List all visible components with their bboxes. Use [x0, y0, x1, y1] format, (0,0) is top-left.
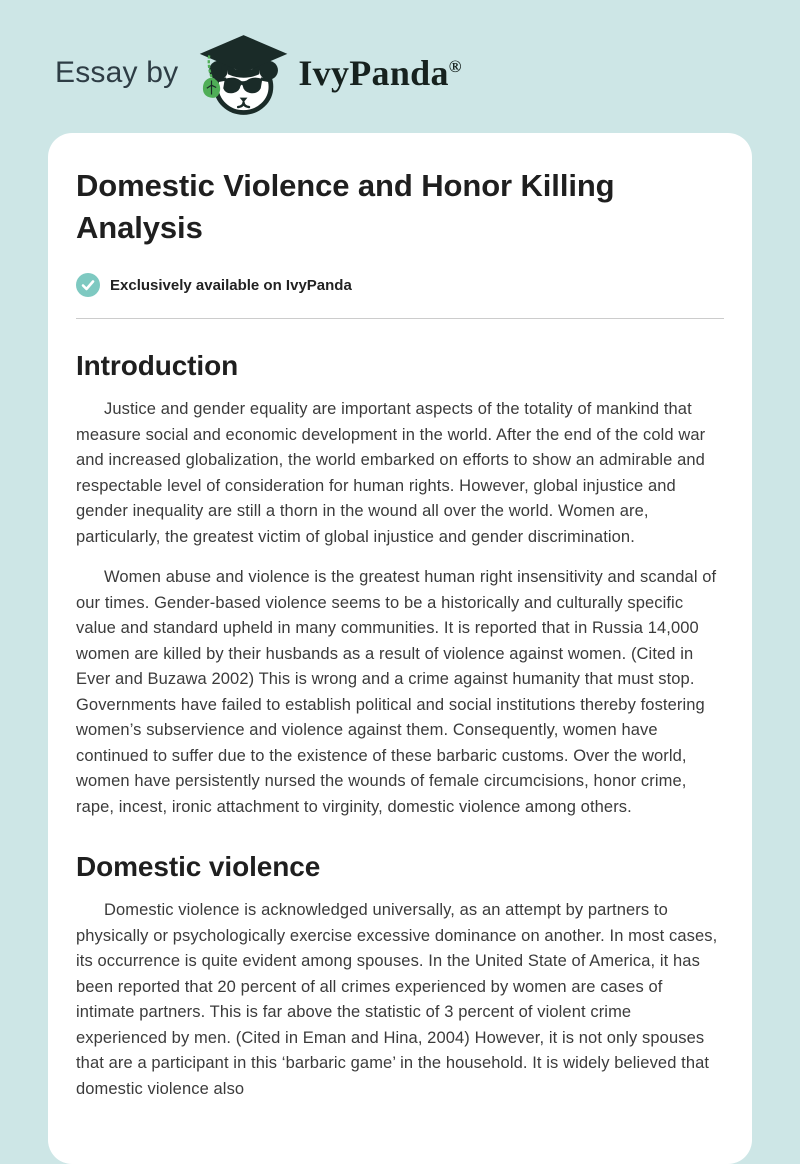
section-heading-domestic-violence: Domestic violence [76, 851, 321, 882]
page-title: Domestic Violence and Honor Killing Analysis [76, 168, 615, 245]
section-heading-introduction: Introduction [76, 350, 239, 381]
essay-by-label: Essay by [55, 56, 179, 89]
exclusive-badge [76, 273, 724, 297]
divider [76, 318, 724, 319]
site-header [0, 0, 800, 110]
check-icon [76, 273, 100, 297]
paragraph: Women abuse and violence is the greatest human right insensitivity and scandal of our times. Gender-based violence seems to be a historically and culturally specific value and standard upheld in many communities. It is reported that in Russia 14,000 women are killed by their husbands as a result of violence against women. (Cited in Ever and Buzawa 2002) This is wrong and a crime against humanity that must stop. Governments have failed to establish political and social institutions thereby fostering women’s subservience and violence against them. Consequently, women have continued to suffer due to the existence of these barbaric customs. Over the world, women have persistently nursed the wounds of female circumcisions, honor crime, rape, incest, ironic attachment to virginity, domestic violence among others. [76, 568, 717, 816]
paragraph: Justice and gender equality are important aspects of the totality of mankind that measure social and economic development in the world. After the end of the cold war and increased globalization, the world embarked on efforts to show an admirable and respectable level of consideration for human rights. However, global injustice and gender inequality are still a thorn in the wound all over the world. Women are, particularly, the greatest victim of global injustice and gender discrimination. [76, 400, 706, 546]
registered-mark: ® [448, 57, 462, 76]
badge-label: Exclusively available on IvyPanda [110, 276, 352, 294]
brand-name: IvyPanda [298, 53, 449, 93]
essay-card [48, 133, 752, 1164]
paragraph: Domestic violence is acknowledged universally, as an attempt by partners to physically or psychologically exercise excessive dominance on another. In most cases, its occurrence is quite evident among spouses. In the United State of America, it has been reported that 20 percent of all crimes experienced by women are cases of intimate partners. This is far above the statistic of 3 percent of violent crime experienced by men. (Cited in Eman and Hina, 2004) However, it is not only spouses that are a participant in this ‘barbaric game’ in the household. It is widely believed that domestic violence also [76, 901, 718, 1098]
brand-wordmark [298, 52, 461, 94]
ivypanda-logo-icon [192, 32, 292, 118]
